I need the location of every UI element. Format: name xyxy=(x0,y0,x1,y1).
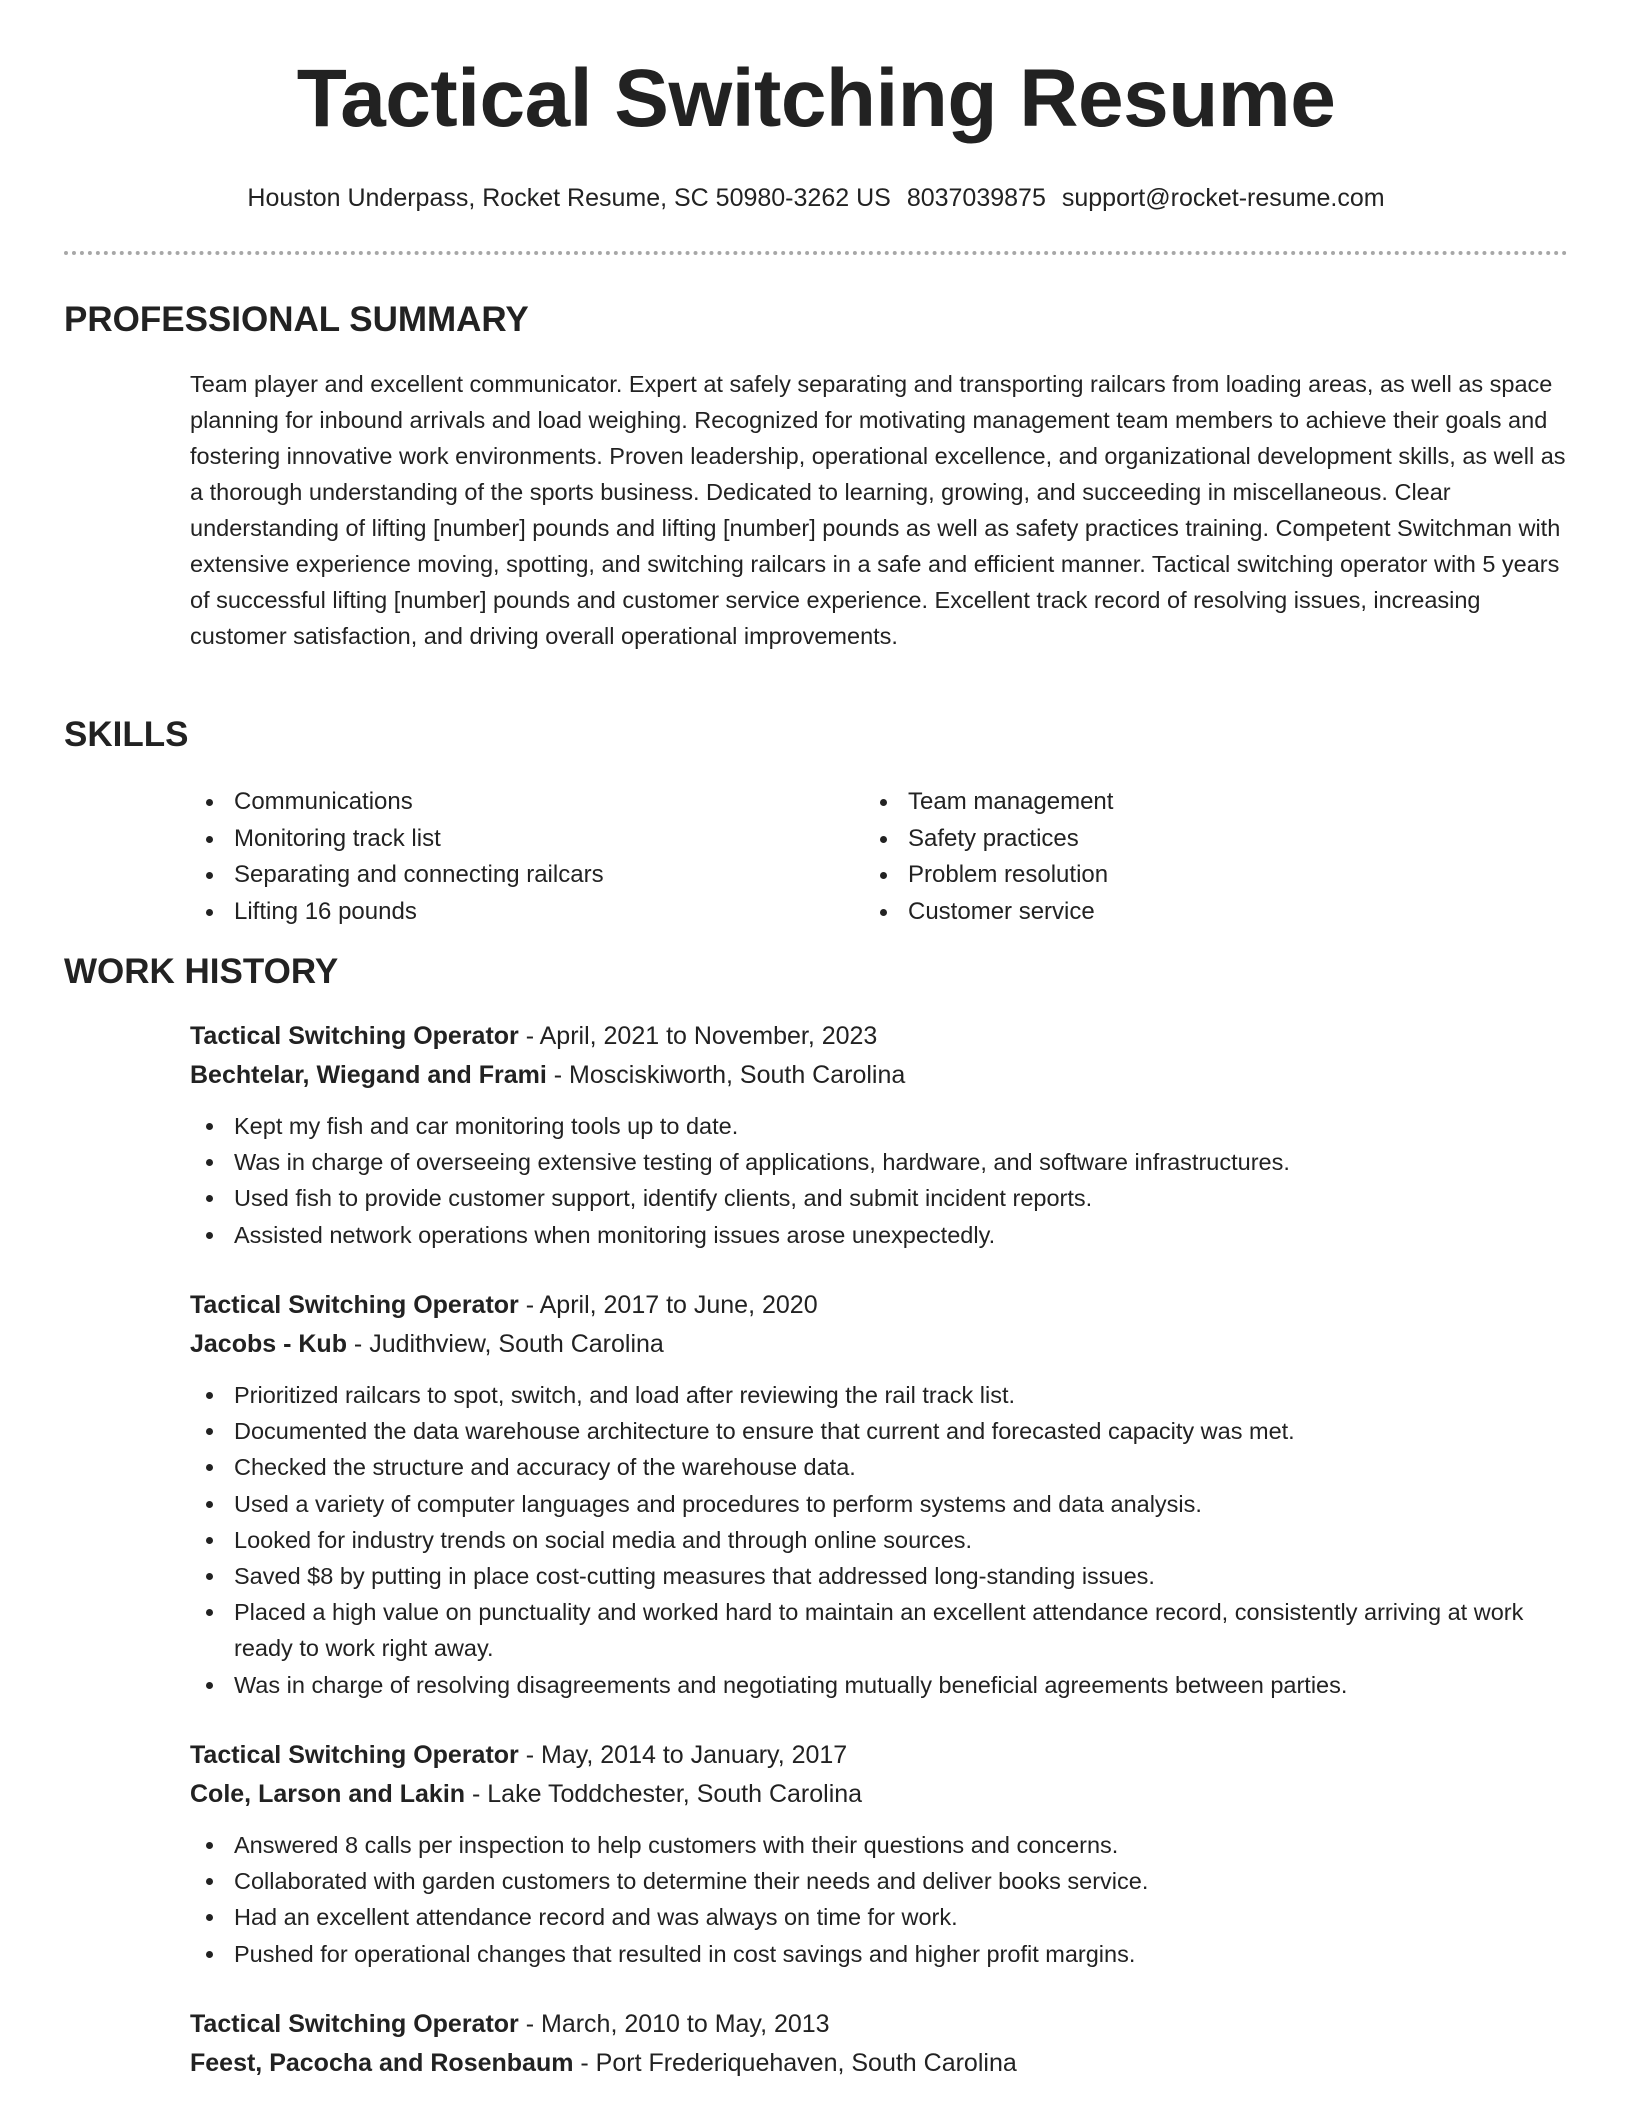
job-title: Tactical Switching Operator xyxy=(190,1741,519,1769)
header-divider xyxy=(64,251,1568,255)
job-bullet: Placed a high value on punctuality and worked hard to maintain an excellent attendance record, consistently arriving at work ready to work right away. xyxy=(190,1594,1570,1666)
job-dates: - April, 2021 to November, 2023 xyxy=(518,1022,878,1050)
job-bullets xyxy=(190,1827,1570,1972)
skill-item: Problem resolution xyxy=(864,857,1504,894)
job-bullet: Kept my fish and car monitoring tools up to date. xyxy=(190,1108,1570,1144)
skill-item: Communications xyxy=(190,784,830,821)
job-bullet: Prioritized railcars to spot, switch, and load after reviewing the rail track list. xyxy=(190,1377,1570,1413)
job-bullet: Was in charge of resolving disagreements and negotiating mutually beneficial agreements between parties. xyxy=(190,1667,1570,1703)
skill-item: Separating and connecting railcars xyxy=(190,857,830,894)
job-company-line xyxy=(190,1325,1570,1364)
job-dates: - May, 2014 to January, 2017 xyxy=(518,1741,848,1769)
job-location: - Judithview, South Carolina xyxy=(346,1330,664,1358)
job-dates: - April, 2017 to June, 2020 xyxy=(518,1291,818,1319)
work-heading: WORK HISTORY xyxy=(64,952,339,991)
job-bullet: Collaborated with garden customers to determine their needs and deliver books service. xyxy=(190,1863,1570,1899)
summary-text: Team player and excellent communicator. Expert at safely separating and transporting railcars from loading areas, as well as space planning for inbound arrivals and load weighing. Recognized for motivating management team members to achieve their goals and fostering innovative work environments. Proven leadership, operational excellence, and organizational development skills, as well as a thorough understanding of the sports business. Dedicated to learning, growing, and succeeding in miscellaneous. Clear understanding of lifting [number] pounds and lifting [number] pounds as well as safety practices training. Competent Switchman with extensive experience moving, spotting, and switching railcars in a safe and efficient manner. Tactical switching operator with 5 years of successful lifting [number] pounds and customer service experience. Excellent track record of resolving issues, increasing customer satisfaction, and driving overall operational improvements. xyxy=(190,371,1566,649)
job-entry xyxy=(190,1017,1570,1253)
skill-item: Safety practices xyxy=(864,821,1504,858)
job-title: Tactical Switching Operator xyxy=(190,2010,519,2038)
job-company: Feest, Pacocha and Rosenbaum xyxy=(190,2049,574,2077)
contact-address: Houston Underpass, Rocket Resume, SC 50980-3262 US xyxy=(247,184,891,212)
job-bullet: Looked for industry trends on social media and through online sources. xyxy=(190,1522,1570,1558)
skills-list-right xyxy=(864,784,1504,930)
job-title-line xyxy=(190,1017,1570,1056)
resume-title: Tactical Switching Resume xyxy=(296,53,1336,144)
skills-heading: SKILLS xyxy=(64,715,189,754)
skill-item: Team management xyxy=(864,784,1504,821)
job-bullet: Assisted network operations when monitoring issues arose unexpectedly. xyxy=(190,1217,1570,1253)
job-title-line xyxy=(190,1286,1570,1325)
skill-item: Monitoring track list xyxy=(190,821,830,858)
job-entry xyxy=(190,1736,1570,1972)
job-dates: - March, 2010 to May, 2013 xyxy=(518,2010,830,2038)
job-company-line xyxy=(190,1775,1570,1814)
job-bullet: Pushed for operational changes that resulted in cost savings and higher profit margins. xyxy=(190,1936,1570,1972)
job-bullet: Had an excellent attendance record and was always on time for work. xyxy=(190,1899,1570,1935)
job-location: - Port Frederiquehaven, South Carolina xyxy=(573,2049,1017,2077)
job-title-line xyxy=(190,2005,1570,2044)
job-company: Jacobs - Kub xyxy=(190,1330,347,1358)
contact-email: support@rocket-resume.com xyxy=(1061,184,1385,212)
job-entry xyxy=(190,2005,1570,2083)
summary-heading: PROFESSIONAL SUMMARY xyxy=(64,300,529,339)
job-bullet: Answered 8 calls per inspection to help customers with their questions and concerns. xyxy=(190,1827,1570,1863)
job-bullet: Used fish to provide customer support, identify clients, and submit incident reports. xyxy=(190,1180,1570,1216)
skill-item: Lifting 16 pounds xyxy=(190,894,830,931)
skills-list-left xyxy=(190,784,830,930)
job-bullet: Was in charge of overseeing extensive testing of applications, hardware, and software infrastructures. xyxy=(190,1144,1570,1180)
job-title: Tactical Switching Operator xyxy=(190,1291,519,1319)
job-bullet: Used a variety of computer languages and procedures to perform systems and data analysis. xyxy=(190,1486,1570,1522)
job-bullets xyxy=(190,1377,1570,1703)
job-bullets xyxy=(190,1108,1570,1253)
job-bullet: Checked the structure and accuracy of the warehouse data. xyxy=(190,1449,1570,1485)
skill-item: Customer service xyxy=(864,894,1504,931)
contact-line xyxy=(0,183,1632,213)
job-title: Tactical Switching Operator xyxy=(190,1022,519,1050)
contact-phone: 8037039875 xyxy=(906,184,1046,212)
job-company-line xyxy=(190,1056,1570,1095)
job-company: Bechtelar, Wiegand and Frami xyxy=(190,1061,547,1089)
job-bullet: Documented the data warehouse architecture to ensure that current and forecasted capacity was met. xyxy=(190,1413,1570,1449)
job-title-line xyxy=(190,1736,1570,1775)
job-location: - Mosciskiworth, South Carolina xyxy=(546,1061,906,1089)
job-company: Cole, Larson and Lakin xyxy=(190,1780,466,1808)
job-entry xyxy=(190,1286,1570,1703)
job-location: - Lake Toddchester, South Carolina xyxy=(465,1780,863,1808)
job-bullet: Saved $8 by putting in place cost-cutting measures that addressed long-standing issues. xyxy=(190,1558,1570,1594)
job-company-line xyxy=(190,2044,1570,2083)
